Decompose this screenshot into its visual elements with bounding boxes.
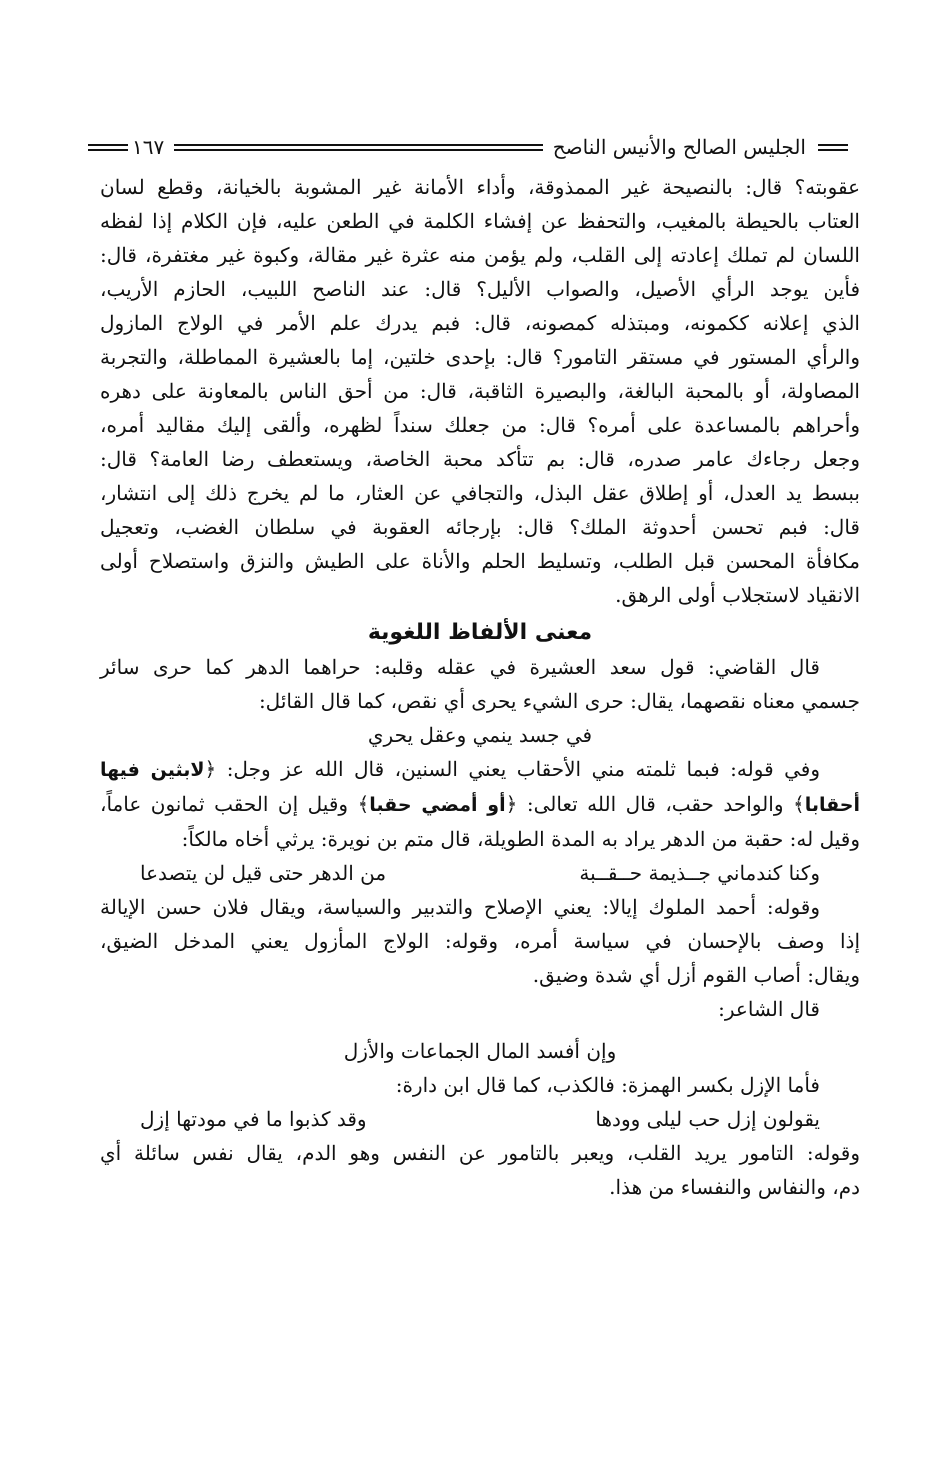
section-heading: معنى الألفاظ اللغوية	[367, 620, 593, 645]
header-rule-middle	[174, 144, 542, 151]
text-line: العتاب بالحيطة بالمغيب، والتحفظ عن إفشاء الكلمة في الطعن عليه، فإن الكلام إذا لفظه	[100, 209, 860, 233]
text-fragment: وفي قوله: فبما ثلمته مني الأحقاب يعني السنين، قال الله عز وجل: ﴿	[204, 757, 820, 781]
text-line: الانقياد لاستجلاب أولى الرهق.	[615, 583, 860, 607]
paragraph-ahqab	[100, 752, 860, 856]
page-body	[100, 170, 860, 1204]
quran-quote: أحقابا	[804, 794, 860, 816]
text-line: وقيل له: حقبة من الدهر يراد به المدة الطويلة، قال متم بن نويرة: يرثي أخاه مالكاً:	[181, 827, 860, 851]
verse-first-hemistich: يقولون إزل حب ليلى وودها	[595, 1107, 820, 1131]
paragraph-iyala	[100, 890, 860, 992]
verse-line: وإن أفسد المال الجماعات والأزل	[343, 1039, 617, 1063]
text-line: وأحراهم بالمساعدة على أمره؟ قال: من جعلك سنداً لظهره، وألقى إليك مقاليد أمره،	[100, 413, 860, 437]
poet-intro	[100, 992, 860, 1026]
text-line: عقوبته؟ قال: بالنصيحة غير الممذوقة، وأداء الأمانة غير المشوبة بالخيانة، وقطع لسان	[100, 175, 861, 199]
quran-quote: أو أمضي حقبا	[369, 794, 506, 816]
text-line: فأما الإزل بكسر الهمزة: فالكذب، كما قال ابن دارة:	[395, 1073, 820, 1097]
text-line: وقوله: التامور يريد القلب، ويعبر بالتامور عن النفس وهو الدم، يقال نفس سائلة أي	[100, 1141, 860, 1165]
text-line: والرأي المستور في مستقر التامور؟ قال: بإحدى خلتين، إما بالعشيرة المماطلة، والتجربة	[100, 345, 860, 369]
text-line: قال القاضي: قول سعد العشيرة في عقله وقلبه: حراهما الدهر كما حرى سائر	[100, 655, 820, 679]
paragraph-dialogue	[100, 170, 860, 612]
verse-second-hemistich: من الدهر حتى قيل لن يتصدعا	[140, 861, 387, 885]
text-line: جسمي معناه نقصهما، يقال: حرى الشيء يحرى أي نقص، كما قال القائل:	[258, 689, 860, 713]
paragraph-qadi	[100, 650, 860, 718]
text-line: الذي إعلانه ككمونه، ومبتذله كمصونه، قال: فبم يدرك علم الأمر في الولاج المازول	[100, 311, 860, 335]
running-title: الجليس الصالح والأنيس الناصح	[552, 135, 806, 159]
verse-couplet	[100, 856, 860, 890]
header-rule-end	[88, 144, 128, 151]
text-line: وقوله: أحمد الملوك إيالا: يعني الإصلاح والتدبير والسياسة، ويقال فلان حسن الإيالة	[100, 895, 820, 919]
text-line: قال: فبم تحسن أحدوثة الملك؟ قال: بإرجائه العقوبة في سلطان الغضب، وتعجيل	[100, 515, 860, 539]
text-line: مكافأة المحسن قبل الطلب، وتسليط الحلم والأناة على الطيش والنزق واستصلاح أولى	[100, 549, 860, 573]
text-fragment: ﴾ وقيل إن الحقب ثمانون عاماً،	[100, 792, 370, 816]
text-fragment: ﴾ والواحد حقب، قال الله تعالى: ﴿	[505, 792, 805, 816]
verse-second-hemistich: وقد كذبوا ما في مودتها إزل	[140, 1107, 367, 1131]
verse-line: في جسد ينمي وعقل يحري	[367, 723, 593, 747]
paragraph-izl	[100, 1068, 860, 1102]
text-line: فأين يوجد الرأي الأصيل، والصواب الأليل؟ قال: عند الناصح اللبيب، الحازم الأريب،	[100, 277, 860, 301]
text-line: المصاولة، أو بالمحبة البالغة، والبصيرة الثاقبة، قال: من أحق الناس بالمعاونة على دهره	[100, 379, 860, 403]
verse-couplet	[100, 1102, 860, 1136]
running-header	[88, 130, 848, 164]
verse-first-hemistich: وكنا كندماني جــذيمة حــقــبة	[579, 861, 820, 885]
quran-quote: لابثين فيها	[100, 759, 205, 781]
text-line: ويقال: أصاب القوم أزل أي شدة وضيق.	[532, 963, 860, 987]
paragraph-tamur	[100, 1136, 860, 1204]
page-number: ١٦٧	[132, 135, 165, 159]
text-line: اللسان لم تملك إعادته إلى القلب، ولم يؤمن منه عثرة غير مقالة، وكبوة غير مغتفرة، قال:	[100, 243, 860, 267]
text-line: إذا وصف بالإحسان في سياسة أمره، وقوله: الولاج المأزول يعني المدخل الضيق،	[100, 929, 860, 953]
text-line: دم، والنفاس والنفساء من هذا.	[609, 1175, 860, 1199]
text-line: قال الشاعر:	[718, 997, 820, 1021]
text-line: ببسط يد العدل، أو إطلاق عقل البذل، والتجافي عن العثار، ما لم يخرج ذلك إلى انتشار،	[100, 481, 860, 505]
header-rule-start	[818, 144, 848, 151]
text-line: وجعل رجاءك عامر صدره، قال: بم تتأكد محبة الخاصة، ويستعطف رضا العامة؟ قال:	[100, 447, 860, 471]
text-line	[100, 787, 860, 822]
text-line	[100, 752, 860, 787]
